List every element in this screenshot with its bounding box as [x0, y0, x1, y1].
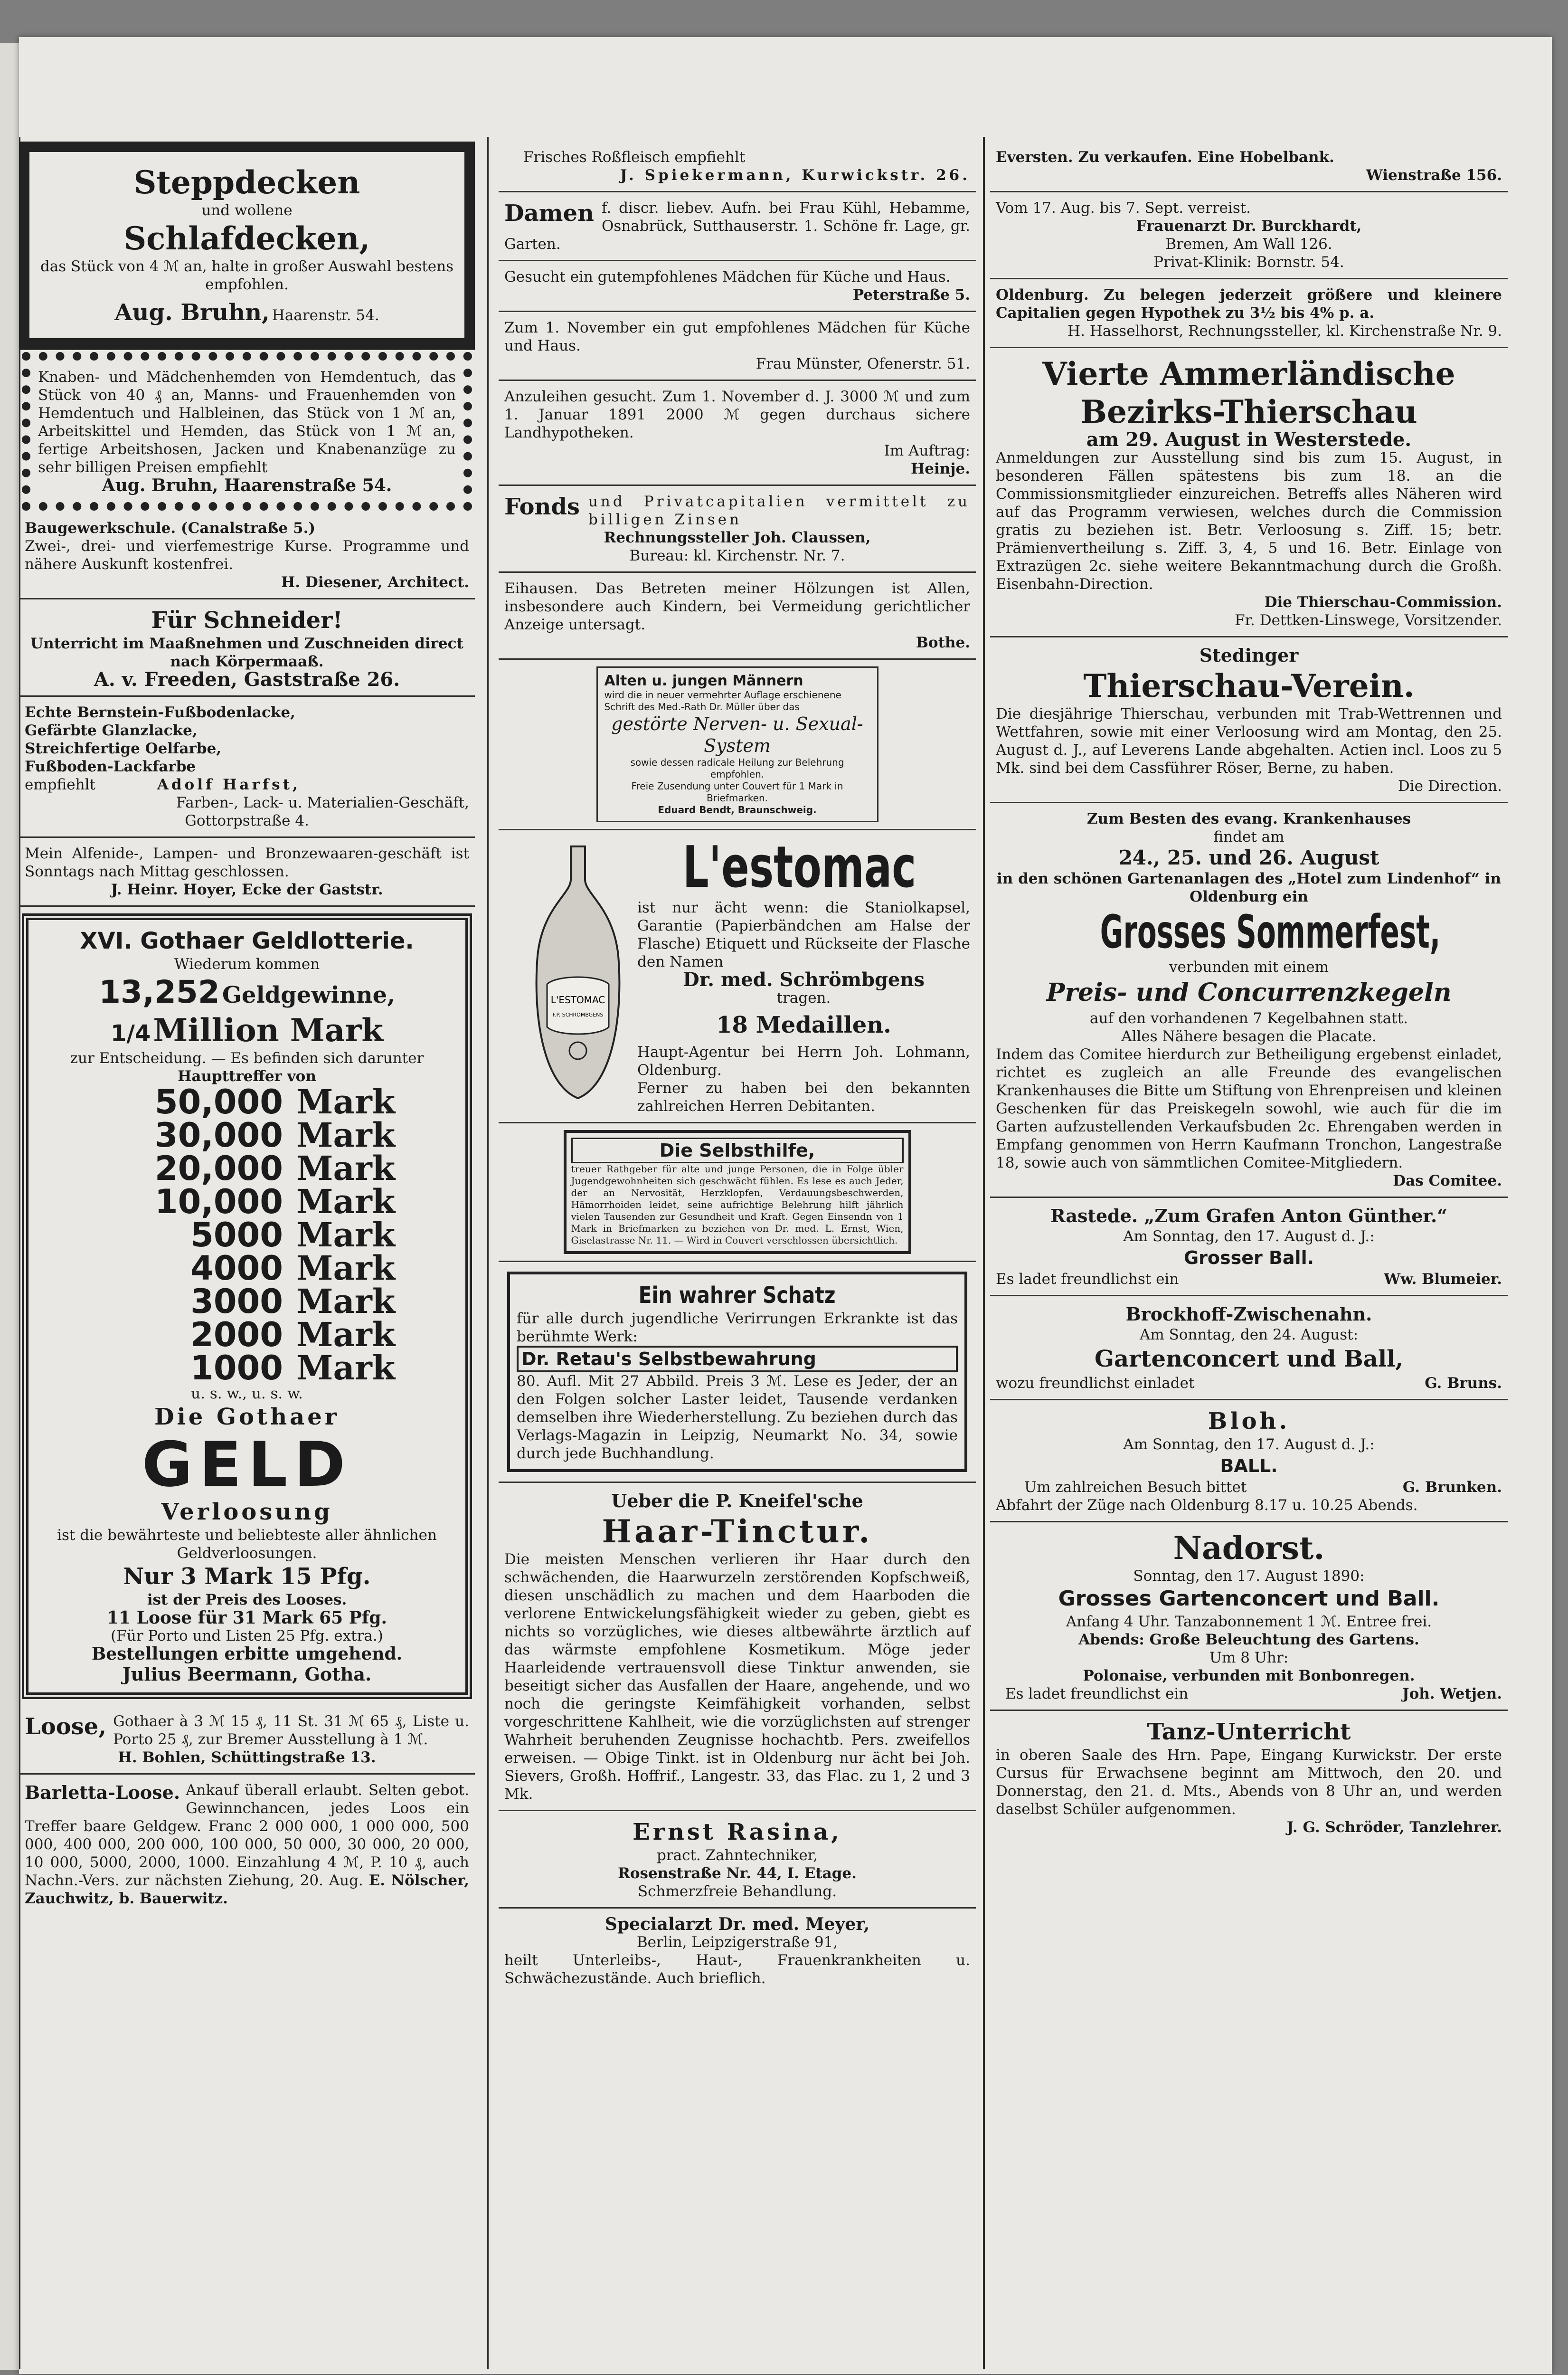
ad-schatz-frame	[507, 1272, 967, 1472]
ad-agent: Haupt-Agentur bei Herrn Joh. Lohmann, Oldenburg.	[637, 1044, 970, 1079]
ad-krankenhaus	[990, 803, 1508, 1198]
ad-line: pract. Zahntechniker,	[656, 1847, 818, 1864]
ad-line: (Für Porto und Listen 25 Pfg. extra.)	[111, 1627, 383, 1644]
ad-line: Am Sonntag, den 17. August d. J.:	[1123, 1228, 1375, 1245]
ad-line: Verloosung	[161, 1499, 333, 1525]
ad-line: u. s. w., u. s. w.	[191, 1385, 303, 1402]
ad-line: Preis- und Concurrenzkegeln	[1046, 978, 1452, 1007]
ad-line: Abends: Große Beleuchtung des Gartens.	[1078, 1631, 1419, 1648]
ad-line: wird die in neuer vermehrter Auflage erschienene Schrift des Med.-Rath Dr. Müller über das	[604, 689, 841, 712]
ad-line: Grosser Ball.	[1183, 1247, 1314, 1268]
ad-tanz	[990, 1711, 1508, 1843]
ad-selbsthilfe-box	[564, 1130, 911, 1254]
ad-barletta	[19, 1775, 475, 1914]
ad-signature: Aug. Bruhn, Haarenstraße 54.	[102, 475, 392, 495]
ad-text: Oldenburg. Zu belegen jederzeit größere und kleinere Capitalien gegen Hypothek zu 3½ bis 4% p. a.	[996, 286, 1502, 322]
ad-estomac	[499, 830, 976, 1123]
ad-line: Sonntag, den 17. August 1890:	[1133, 1568, 1365, 1585]
ad-line: verbunden mit einem	[1169, 959, 1329, 976]
ad-spiekermann	[499, 142, 976, 192]
prize-unit: Mark	[296, 1149, 396, 1188]
ad-title: Loose,	[25, 1713, 107, 1740]
ad-title: Baugewerkschule. (Canalstraße 5.)	[25, 520, 316, 537]
ad-text: heilt Unterleibs-, Haut-, Frauenkrankheiten u. Schwächezustände. Auch brieflich.	[504, 1952, 970, 1987]
ad-signature: J. Heinr. Hoyer, Ecke der Gaststr.	[111, 881, 383, 898]
ad-count: 13,252	[99, 974, 220, 1010]
ad-brockhoff	[990, 1296, 1508, 1400]
ad-text: Zum 1. November ein gut empfohlenes Mädchen für Küche und Haus.	[504, 319, 970, 354]
ad-signature: G. Brunken.	[1402, 1479, 1502, 1496]
ad-text: treuer Rathgeber für alte und junge Personen, die in Folge übler Jugendgewohnheiten sich geschwächt fühlen. Es lese es auch Jeder, der an Nervosität, Herzklopfen, Verdauungsbeschwerden, Hämorrhoiden leidet, seine aufrichtige Belehrung hilft jährlich vielen Tausenden zur Gesundheit und Kraft. Gegen Einsendn von 1 Mark in Briefmarken zu beziehen von Dr. med. L. Ernst, Wien, Giselastrasse Nr. 11. — Wird in Couvert verschlossen übersichtlich.	[571, 1163, 904, 1246]
prize-amount: 30,000	[154, 1116, 283, 1155]
ad-title: Nadorst.	[1173, 1530, 1325, 1567]
bottle-illustration	[528, 842, 628, 1108]
ad-title: Fonds	[504, 494, 580, 520]
ad-text: Ankauf überall erlaubt. Selten gebot. Gewinnchancen, jedes Loos ein Treffer baare Geldgew. Franc 2 000 000, 1 000 000, 500 000, 400 000, 200 000, 100 000, 50 000, 30 000, 20 000, 10 000, 5000, 2000, 1000. Einzahlung 4 ℳ, P. 10 ₰, auch Nachn.-Vers. zur nächsten Ziehung, 20. Aug.	[25, 1782, 469, 1889]
ad-line: Freie Zusendung unter Couvert für 1 Mark in Briefmarken.	[631, 780, 843, 804]
ad-line: zur Entscheidung. — Es befinden sich darunter	[70, 1050, 424, 1067]
ad-maenner	[499, 660, 976, 830]
ad-line: Gottorpstraße 4.	[185, 812, 309, 829]
prize-unit: Mark	[296, 1115, 396, 1155]
ad-text: Eihausen. Das Betreten meiner Hölzungen ist Allen, insbesondere auch Kindern, bei Vermeidung gerichtlicher Anzeige untersagt.	[504, 580, 970, 633]
bottle-label-maker: F.P. SCHRÖMBGENS	[552, 1012, 604, 1018]
prize-list	[35, 1082, 459, 1387]
ad-line: Bremen, Am Wall 126.	[1165, 236, 1332, 253]
ad-line: Streichfertige Oelfarbe,	[25, 740, 222, 757]
ad-text-line	[25, 1781, 469, 1908]
prize-row	[35, 1282, 459, 1321]
ad-title-text: Ein wahrer Schatz	[639, 1282, 836, 1309]
ad-harfst	[19, 697, 475, 838]
ad-title2: Bezirks-Thierschau	[1080, 393, 1417, 430]
ad-text: Frisches Roßfleisch empfiehlt	[523, 149, 746, 166]
ad-signature: Die Direction.	[1398, 778, 1502, 795]
prize-amount: 20,000	[154, 1149, 283, 1188]
ad-signature: J. G. Schröder, Tanzlehrer.	[1286, 1819, 1502, 1836]
ad-signature: Die Thierschau-Commission.	[1264, 594, 1502, 611]
prize-row	[35, 1215, 459, 1254]
newspaper-page	[19, 37, 1552, 2374]
ad-burckhardt	[990, 192, 1508, 279]
ad-line: Wiederum kommen	[174, 956, 320, 973]
ad-address: Haarenstr. 54.	[272, 307, 379, 324]
prize-unit: Mark	[296, 1315, 396, 1354]
column-1	[19, 142, 475, 2369]
prize-unit: Mark	[296, 1348, 396, 1387]
ad-text: 80. Aufl. Mit 27 Abbild. Preis 3 ℳ. Lese es Jeder, der an den Folgen solcher Laster leidet, Tausende verdanken demselben ihre Wiederherstellung. Zu beziehen durch das Verlags-Magazin in Leipzig, Neumarkt No. 34, sowie durch jede Buchhandlung.	[517, 1373, 958, 1462]
ad-steppdecken-inner	[29, 152, 464, 338]
ad-name: Rechnungssteller Joh. Claussen,	[604, 529, 871, 546]
ad-title: Bloh.	[1208, 1408, 1290, 1434]
prize-amount: 3000	[190, 1282, 283, 1321]
ad-count-line	[35, 973, 459, 1011]
ad-title: Stedinger	[1199, 645, 1299, 666]
ad-signature: J. Spiekermann, Kurwickstr. 26.	[620, 167, 970, 184]
ad-line: Privat-Klinik: Bornstr. 54.	[1153, 254, 1344, 271]
ad-stedinger	[990, 637, 1508, 803]
ad-line: für alle durch jugendliche Verirrungen Erkrankte ist das berühmte Werk:	[517, 1310, 958, 1345]
ad-title: Die Selbsthilfe,	[571, 1138, 904, 1163]
prize-row	[35, 1149, 459, 1188]
ad-title: Steppdecken	[133, 164, 360, 201]
ad-line: Vom 17. Aug. bis 7. Sept. verreist.	[996, 200, 1251, 217]
ad-nadorst	[990, 1522, 1508, 1711]
ad-line: gestörte Nerven- u. Sexual-System	[611, 713, 863, 756]
ad-line: Grosses Gartenconcert und Ball.	[1058, 1586, 1440, 1611]
ad-damen	[499, 192, 976, 261]
ad-fraction: 1/4	[110, 1020, 151, 1047]
prize-unit: Mark	[296, 1182, 396, 1221]
ad-loose	[19, 1706, 475, 1775]
ad-title: Rastede. „Zum Grafen Anton Günther.“	[1050, 1205, 1448, 1226]
ad-anzuleihen	[499, 381, 976, 486]
ad-line: Anfang 4 Uhr. Tanzabonnement 1 ℳ. Entree frei.	[1066, 1613, 1432, 1630]
ad-line: Ueber die P. Kneifel'sche	[611, 1490, 863, 1511]
ad-maenner-box	[596, 666, 878, 822]
ad-line: Rosenstraße Nr. 44, I. Etage.	[618, 1865, 857, 1882]
prize-amount: 2000	[190, 1315, 283, 1354]
ad-line: auf den vorhandenen 7 Kegelbahnen statt.	[1090, 1010, 1408, 1027]
ad-ammerland	[990, 348, 1508, 637]
ad-signature: Peterstraße 5.	[852, 286, 970, 304]
ad-line: Die Gothaer	[154, 1404, 340, 1430]
prize-amount: 1000	[190, 1349, 283, 1387]
ad-subtitle: und wollene	[201, 202, 293, 219]
ad-line: Million Mark	[153, 1012, 384, 1049]
ad-line: 24., 25. und 26. August	[1118, 846, 1379, 869]
ad-text: das Stück von 4 ℳ an, halte in großer Auswahl bestens empfohlen.	[40, 258, 454, 293]
ad-title	[996, 906, 1502, 958]
ad-text-line	[25, 1712, 469, 1748]
ad-hoyer	[19, 838, 475, 907]
ad-line: Es ladet freundlichst ein	[996, 1271, 1179, 1288]
prize-amount: 50,000	[154, 1083, 283, 1121]
ad-maedchen	[499, 261, 976, 312]
ad-title2: Thierschau-Verein.	[1083, 667, 1415, 704]
ad-selbsthilfe	[499, 1123, 976, 1262]
ad-muenster	[499, 312, 976, 381]
ad-baugewerkschule	[19, 513, 475, 599]
ad-text: Die meisten Menschen verlieren ihr Haar durch den schwächenden, die Haarwurzeln zerstörenden Kopfschweiß, diesen unschädlich zu machen und dem Haarboden die verlorene Entwickelungsfähigkeit wieder zu geben, giebt es nichts so vorzügliches, wie dieses altbewährte ärztlich auf das wärmste empfohlene Kosmetikum. Möge jeder Haarleidende vertrauensvoll diese Tinktur anwenden, sie beseitigt sicher das Ausfallen der Haare, angehende, und wo noch die geringste Keimfähigkeit vorhanden, selbst vorgeschrittene Kahlheit, wie die vorzüglichsten auf strenger Wahrheit beruhenden Zeugnisse hochachtb. Pers. zweifellos erweisen. — Obige Tinkt. ist in Oldenburg nur ächt bei Joh. Sievers, Großh. Hoffrif., Langestr. 33, das Flac. zu 1, 2 und 3 Mk.	[504, 1551, 970, 1803]
ad-bloh	[990, 1400, 1508, 1522]
ad-title: Tanz-Unterricht	[1147, 1719, 1351, 1745]
ad-line: Berlin, Leipzigerstraße 91,	[636, 1934, 838, 1951]
ad-line: ist die bewährteste und beliebteste aller ähnlichen Geldverloosungen.	[57, 1527, 437, 1562]
ad-line: Echte Bernstein-Fußbodenlacke,	[25, 704, 295, 721]
ad-price: Nur 3 Mark 15 Pfg.	[123, 1563, 371, 1590]
ad-hasselhorst	[990, 279, 1508, 348]
ad-signature: G. Bruns.	[1425, 1375, 1502, 1392]
ad-signature	[40, 298, 454, 327]
ad-signature: Fr. Dettken-Linswege, Vorsitzender.	[1235, 612, 1502, 629]
ad-line: Am Sonntag, den 24. August:	[1139, 1326, 1359, 1343]
ad-text: und Privatcapitalien vermittelt zu billigen Zinsen	[588, 493, 970, 528]
ad-title	[517, 1281, 958, 1310]
ad-title-text: L'estomac	[682, 835, 916, 901]
ad-title: XVI. Gothaer Geldlotterie.	[80, 928, 414, 954]
ad-million-line	[35, 1011, 459, 1049]
ad-line: Schmerzfreie Behandlung.	[637, 1883, 837, 1900]
column-3	[990, 142, 1508, 2369]
prize-amount: 5000	[190, 1216, 283, 1254]
ad-address: Bureau: kl. Kirchenstr. Nr. 7.	[629, 547, 845, 564]
ad-line: wozu freundlichst einladet	[996, 1375, 1195, 1392]
ad-line: Gefärbte Glanzlacke,	[25, 722, 198, 739]
ad-line: Es ladet freundlichst ein	[1005, 1685, 1189, 1702]
ad-schatz	[499, 1262, 976, 1483]
ad-title: Haar-Tinctur.	[602, 1513, 873, 1550]
ad-title-text: Grosses Sommerfest,	[1100, 905, 1441, 959]
ad-signature: Julius Beermann, Gotha.	[122, 1663, 372, 1685]
ad-title: Ernst Rasina,	[633, 1819, 842, 1845]
ad-geld: GELD	[142, 1428, 352, 1501]
prize-row	[35, 1115, 459, 1155]
ad-text: f. discr. liebev. Aufn. bei Frau Kühl, Hebamme, Osnabrück, Sutthauserstr. 1. Schöne fr. Lage, gr. Garten.	[504, 200, 970, 253]
ad-title: Brockhoff-Zwischenahn.	[1125, 1303, 1372, 1325]
ad-text: Gothaer à 3 ℳ 15 ₰, 11 St. 31 ℳ 65 ₰, Liste u. Porto 25 ₰, zur Bremer Ausstellung à 1 ℳ.	[113, 1713, 469, 1748]
ad-name: Dr. med. Schrömbgens	[683, 969, 925, 991]
ad-knaben	[22, 352, 472, 511]
ad-signature: Wienstraße 156.	[1366, 167, 1502, 184]
ad-line: Alten u. jungen Männern	[604, 673, 803, 689]
ad-line: Geldgewinne,	[222, 982, 395, 1008]
ad-empfiehlt: empfiehlt	[25, 776, 95, 793]
ad-line: Abfahrt der Züge nach Oldenburg 8.17 u. 10.25 Abends.	[996, 1497, 1418, 1514]
ad-rastede	[990, 1198, 1508, 1296]
ad-kneifel	[499, 1483, 976, 1811]
ad-line: 11 Loose für 31 Mark 65 Pfg.	[107, 1608, 387, 1628]
ad-title: Damen	[504, 200, 594, 227]
ad-signature: H. Bohlen, Schüttingstraße 13.	[118, 1749, 376, 1766]
ad-signature: A. v. Freeden, Gaststraße 26.	[94, 668, 400, 691]
prize-row	[35, 1248, 459, 1288]
ad-text: Gesucht ein gutempfohlenes Mädchen für Küche und Haus.	[504, 268, 951, 285]
ad-eversten	[990, 142, 1508, 192]
prize-amount: 10,000	[154, 1182, 283, 1221]
ad-line: Gartenconcert und Ball,	[1095, 1346, 1403, 1372]
ad-line: Um zahlreichen Besuch bittet	[1024, 1479, 1247, 1496]
ad-line: Farben-, Lack- u. Materialien-Geschäft,	[176, 794, 469, 811]
bottle-label: L'ESTOMAC	[550, 994, 605, 1006]
ad-text: Indem das Comitee hierdurch zur Betheiligung ergebenst einladet, richtet es zugleich an alle Freunde des evangelischen Krankenhauses die Bitte um Stiftung von Ehrenpreisen und kleinen Geschenken für das Preiskegeln sowohl, wie auch für die im Garten aufzustellenden Verkaufsbuden 2c. Ehrengaben werden in Empfang genommen von Herrn Kaufmann Tronchon, Langestraße 18, sowie auch von sämmtlichen Comitee-Mitgliedern.	[996, 1046, 1502, 1171]
ad-signature: Ww. Blumeier.	[1384, 1271, 1502, 1288]
ad-title: Vierte Ammerländische	[1042, 355, 1455, 392]
ad-meyer	[499, 1909, 976, 1994]
ad-text: Knaben- und Mädchenhemden von Hemdentuch, das Stück von 40 ₰ an, Manns- und Frauenhemden von Hemdentuch und Halbleinen, das Stück von 1 ℳ an, Arbeitskittel und Hemden, das Stück von 1 ℳ an, fertige Arbeitshosen, Jacken und Knabenanzüge zu sehr billigen Preisen empfiehlt	[38, 369, 456, 476]
ad-line: BALL.	[1220, 1455, 1278, 1476]
ad-title: Barletta-Loose.	[25, 1782, 180, 1803]
ad-signature: Bothe.	[916, 634, 970, 651]
prize-row	[35, 1182, 459, 1221]
ad-line: Fußboden-Lackfarbe	[25, 758, 196, 775]
previous-page-edge	[0, 43, 21, 2370]
ad-title2: Schlafdecken,	[123, 220, 370, 257]
prize-unit: Mark	[296, 1248, 396, 1288]
ad-signature: H. Diesener, Architect.	[281, 574, 469, 591]
prize-row	[35, 1082, 459, 1121]
ad-name: Frauenarzt Dr. Burckhardt,	[1136, 218, 1362, 235]
ad-bothe	[499, 573, 976, 660]
ad-rasina	[499, 1811, 976, 1909]
ad-signature: Frau Münster, Ofenerstr. 51.	[756, 355, 970, 372]
prize-unit: Mark	[296, 1282, 396, 1321]
ad-text: Zwei-, drei- und vierfemestrige Kurse. Programme und nähere Auskunft kostenfrei.	[25, 538, 469, 573]
ad-line: Polonaise, verbunden mit Bonbonregen.	[1083, 1667, 1415, 1684]
column-2	[499, 142, 976, 2369]
ad-text: ist nur ächt wenn: die Staniolkapsel, Garantie (Papierbändchen am Halse der Flasche) Etiquett und Rückseite der Flasche den Namen	[637, 899, 970, 970]
ad-line: Zum Besten des evang. Krankenhauses	[1086, 810, 1411, 827]
prize-row	[35, 1315, 459, 1354]
ad-line: Bestellungen erbitte umgehend.	[91, 1644, 403, 1664]
prize-unit: Mark	[296, 1215, 396, 1254]
prize-row	[35, 1348, 459, 1387]
ad-line: Haupttreffer von	[178, 1068, 316, 1085]
ad-line: am 29. August in Westerstede.	[1086, 428, 1412, 451]
ad-signature: Heinje.	[910, 460, 970, 477]
ad-signature: H. Hasselhorst, Rechnungssteller, kl. Kirchenstraße Nr. 9.	[1067, 323, 1502, 340]
ad-line: Ferner zu haben bei den bekannten zahlreichen Herren Debitanten.	[637, 1080, 970, 1115]
prize-unit: Mark	[296, 1082, 396, 1121]
ad-line: Im Auftrag:	[884, 442, 970, 459]
ad-line: ist der Preis des Looses.	[147, 1591, 347, 1608]
ad-text: in oberen Saale des Hrn. Pape, Eingang Kurwickstr. Der erste Cursus für Erwachsene beginnt am Mittwoch, den 20. und Donnerstag, den 21. d. Mts., Abends von 8 Uhr an, und werden daselbst Schüler aufgenommen.	[996, 1747, 1502, 1818]
ad-signature: E. Nölscher, Zauchwitz, b. Bauerwitz.	[25, 1872, 470, 1907]
ad-signature: Eduard Bendt, Braunschweig.	[658, 804, 817, 816]
ad-gothaer-lotterie	[22, 913, 472, 1699]
ad-line: Um 8 Uhr:	[1209, 1649, 1289, 1666]
ad-line: tragen.	[776, 989, 831, 1007]
ad-name: Adolf Harfst,	[157, 776, 301, 793]
ad-text: Unterricht im Maaßnehmen und Zuschneiden direct nach Körpermaaß.	[30, 635, 463, 670]
ad-fonds	[499, 486, 976, 573]
ad-book: Dr. Retau's Selbstbewahrung	[517, 1346, 958, 1372]
ad-title: Für Schneider!	[151, 607, 343, 634]
prize-amount: 4000	[190, 1249, 283, 1288]
ad-text: Die diesjährige Thierschau, verbunden mit Trab-Wettrennen und Wettfahren, sowie mit einer Verloosung wird am Montag, den 25. August d. J., auf Leverens Lande abgehalten. Actien incl. Loos zu 5 Mk. sind bei dem Cassführer Röser, Berne, zu haben.	[996, 705, 1502, 777]
ad-line: in den schönen Gartenanlagen des „Hotel zum Lindenhof“ in Oldenburg ein	[997, 870, 1501, 905]
column-rule	[487, 137, 489, 2369]
ad-text: Mein Alfenide-, Lampen- und Bronzewaaren-geschäft ist Sonntags nach Mittag geschlossen.	[25, 845, 469, 880]
ad-line: findet am	[1213, 828, 1285, 846]
ad-line: sowie dessen radicale Heilung zur Belehrung empfohlen.	[630, 757, 844, 780]
ad-signature: Joh. Wetjen.	[1402, 1685, 1502, 1702]
ad-text: Anzuleihen gesucht. Zum 1. November d. J. 3000 ℳ und zum 1. Januar 1891 2000 ℳ gegen durchaus sichere Landhypotheken.	[504, 388, 970, 441]
ad-steppdecken	[19, 142, 475, 350]
ad-text: Anmeldungen zur Ausstellung sind bis zum 15. August, in besonderen Fällen spätestens bis zum 18. an die Commissionsmitglieder einzureichen. Betreffs alles Näheren wird auf das Programm verwiesen, welches durch die Commission gratis zu beziehen ist. Betr. Verloosung s. Ziff. 15; betr. Prämienvertheilung s. Ziff. 3, 4, 5 und 16. Betr. Einlage von Extrazügen 2c. siehe weitere Bekanntmachung durch die Großh. Eisenbahn-Direction.	[996, 449, 1502, 593]
ad-name: Aug. Bruhn,	[114, 299, 270, 326]
ad-medals: 18 Medaillen.	[716, 1012, 891, 1038]
column-rule	[983, 137, 985, 2369]
ad-text: Eversten. Zu verkaufen. Eine Hobelbank.	[996, 149, 1334, 166]
ad-schneider	[19, 599, 475, 697]
ad-signature-line	[25, 776, 469, 794]
ad-signature: Das Comitee.	[1393, 1172, 1502, 1189]
ad-line: Alles Nähere besagen die Placate.	[1121, 1028, 1377, 1045]
ad-title: Specialarzt Dr. med. Meyer,	[605, 1914, 870, 1934]
ad-line: Am Sonntag, den 17. August d. J.:	[1123, 1436, 1375, 1453]
